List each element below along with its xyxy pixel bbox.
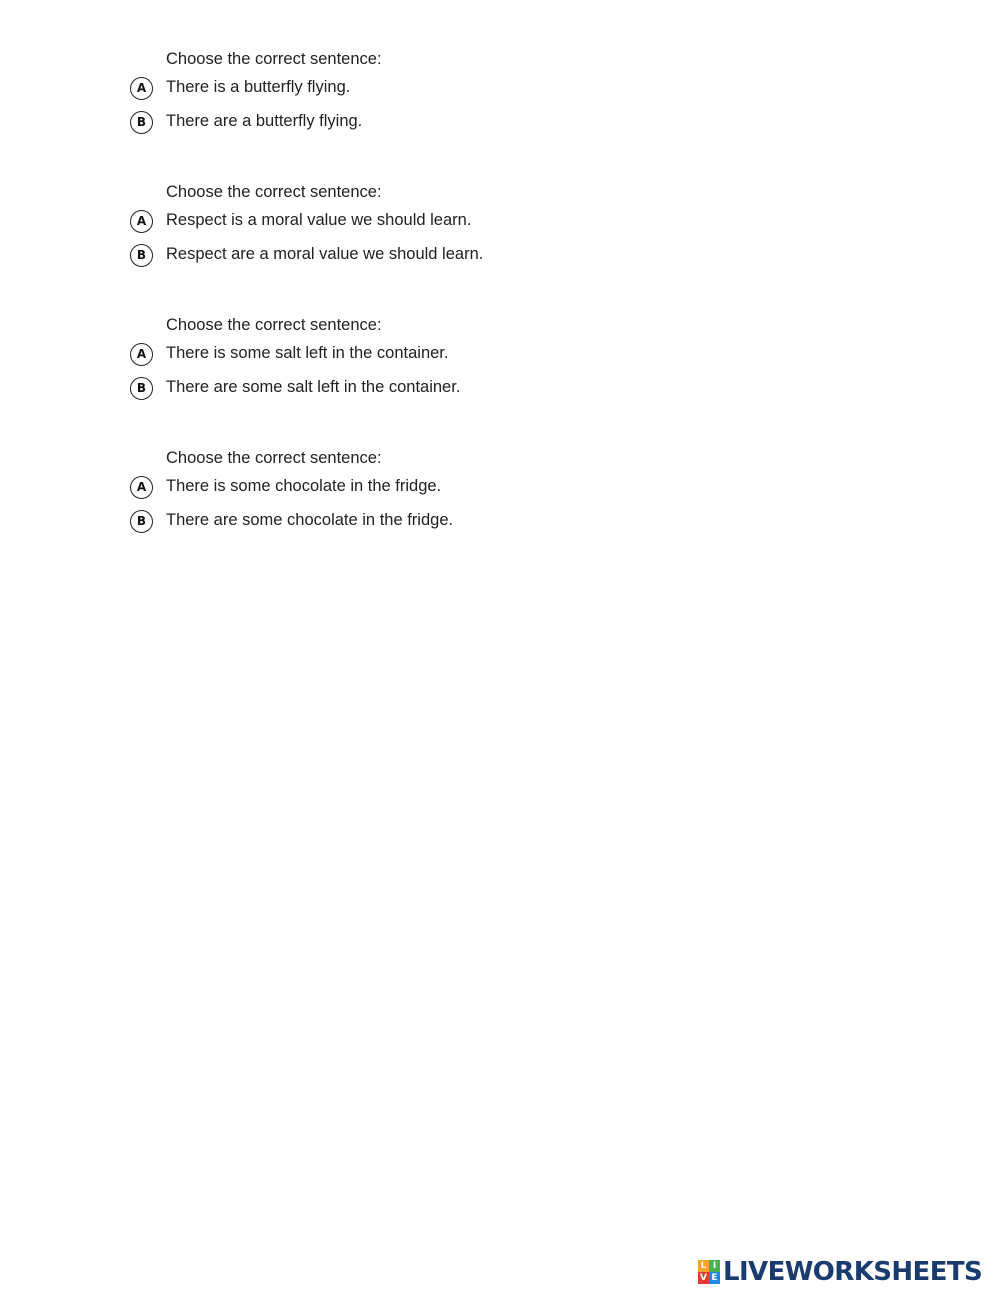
question-header xyxy=(0,179,700,207)
option-b-text[interactable]: Respect are a moral value we should learn. xyxy=(166,245,484,263)
question-header xyxy=(0,312,700,340)
option-a-radio[interactable]: A xyxy=(130,77,153,100)
question-prompt: Choose the correct sentence: xyxy=(166,316,382,334)
logo-letter-i: I xyxy=(709,1260,720,1272)
answer-option-a[interactable] xyxy=(130,210,690,236)
question-header xyxy=(0,445,700,473)
answer-option-a[interactable] xyxy=(130,77,690,103)
option-b-text[interactable]: There are a butterfly flying. xyxy=(166,112,363,130)
option-b-radio[interactable]: B xyxy=(130,377,153,400)
option-b-radio[interactable]: B xyxy=(130,111,153,134)
option-a-text[interactable]: There is a butterfly flying. xyxy=(166,78,351,96)
answer-option-a[interactable] xyxy=(130,343,690,369)
question-18 xyxy=(0,179,700,263)
question-17 xyxy=(0,46,700,130)
option-b-text[interactable]: There are some chocolate in the fridge. xyxy=(166,511,454,529)
question-19 xyxy=(0,312,700,396)
answer-option-b[interactable] xyxy=(130,510,690,536)
logo-wordmark: LIVEWORKSHEETS xyxy=(723,1257,983,1287)
answer-option-b[interactable] xyxy=(130,244,690,270)
question-prompt: Choose the correct sentence: xyxy=(166,183,382,201)
question-20 xyxy=(0,445,700,529)
option-a-text[interactable]: There is some chocolate in the fridge. xyxy=(166,477,442,495)
answer-option-b[interactable] xyxy=(130,111,690,137)
option-b-radio[interactable]: B xyxy=(130,244,153,267)
answer-option-b[interactable] xyxy=(130,377,690,403)
logo-letter-v: V xyxy=(698,1272,709,1284)
option-a-text[interactable]: There is some salt left in the container. xyxy=(166,344,449,362)
logo-letter-l: L xyxy=(698,1260,709,1272)
question-header xyxy=(0,46,700,74)
logo-mark-icon xyxy=(698,1260,720,1284)
question-prompt: Choose the correct sentence: xyxy=(166,50,382,68)
option-a-radio[interactable]: A xyxy=(130,476,153,499)
option-b-text[interactable]: There are some salt left in the container. xyxy=(166,378,461,396)
answer-option-a[interactable] xyxy=(130,476,690,502)
option-a-radio[interactable]: A xyxy=(130,210,153,233)
option-a-radio[interactable]: A xyxy=(130,343,153,366)
option-a-text[interactable]: Respect is a moral value we should learn. xyxy=(166,211,472,229)
question-prompt: Choose the correct sentence: xyxy=(166,449,382,467)
liveworksheets-logo xyxy=(698,1258,982,1286)
logo-letter-e: E xyxy=(709,1272,720,1284)
option-b-radio[interactable]: B xyxy=(130,510,153,533)
